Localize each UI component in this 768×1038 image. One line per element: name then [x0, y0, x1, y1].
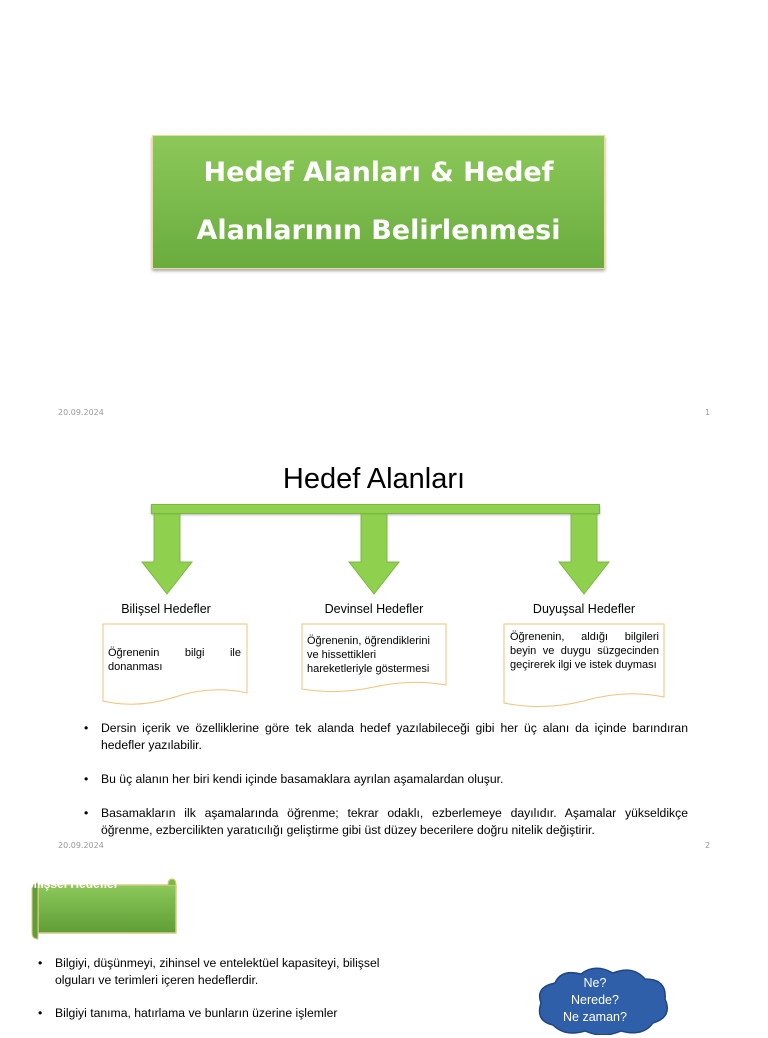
title-line-1: Hedef Alanları & Hedef: [203, 157, 554, 188]
slide-2: [0, 425, 768, 855]
list-item: • Dersin içerik ve özelliklerine göre tek alanda hedef yazılabileceği gibi her üç alanı da içinde barındıran hedefler yazılabilir.: [84, 720, 688, 754]
slide-3: [0, 855, 768, 1024]
column-label-devinsel: Devinsel Hedefler: [324, 602, 424, 616]
list-item: • Bu üç alanın her biri kendi içinde basamaklara ayrılan aşamalardan oluşur.: [84, 771, 688, 788]
cloud-text: [540, 975, 650, 1026]
note-text-duyussal: Öğrenenin, aldığı bilgileri beyin ve duygu süzgecinden geçirerek ilgi ve istek duyması: [510, 631, 659, 671]
arrow-down-icon: [139, 512, 195, 596]
cloud-line: Ne?: [583, 976, 607, 990]
note-text-devinsel: Öğrenenin, öğrendiklerini ve hissettikleri hareketleriyle göstermesi: [307, 635, 430, 675]
list-item: • Basamakların ilk aşamalarında öğrenme; tekrar odaklı, ezberlemeye dayılıdır. Aşamalar yükseldikçe öğrenme, ezbercilikten yaratıcılığı geliştirme gibi üst düzey becerilere doğru nitelik değiştirir.: [84, 805, 688, 839]
column-label-duyussal: Duyuşsal Hedefler: [532, 602, 636, 616]
slide-2-date: 20.09.2024: [58, 841, 104, 850]
cloud-line: Nerede?: [571, 993, 619, 1007]
note-text-bilissel: Öğrenenin bilgi ile donanması: [108, 647, 241, 673]
slide-1-date: 20.09.2024: [58, 408, 104, 417]
title-box: [152, 135, 605, 269]
column-label-bilissel: Bilişsel Hedefler: [121, 602, 211, 616]
bullet-list: [38, 955, 418, 1038]
arrow-down-icon: [346, 512, 402, 596]
title-line-2: Alanlarının Belirlenmesi: [196, 215, 561, 246]
slide-2-page-number: 2: [705, 841, 711, 850]
bullet-list: [84, 720, 688, 856]
banner-title: Bilişsel Hedefler: [25, 877, 119, 891]
slide-1: [0, 0, 768, 425]
slide-1-page-number: 1: [705, 408, 711, 417]
list-item: • Bilgiyi tanıma, hatırlama ve bunların üzerine işlemler: [38, 1005, 418, 1022]
cloud-line: Ne zaman?: [563, 1010, 627, 1024]
list-item: • Bilgiyi, düşünmeyi, zihinsel ve entelektüel kapasiteyi, bilişsel olguları ve terimleri içeren hedeflerdir.: [38, 955, 418, 989]
arrow-down-icon: [556, 512, 612, 596]
slide-2-title: Hedef Alanları: [282, 463, 466, 495]
